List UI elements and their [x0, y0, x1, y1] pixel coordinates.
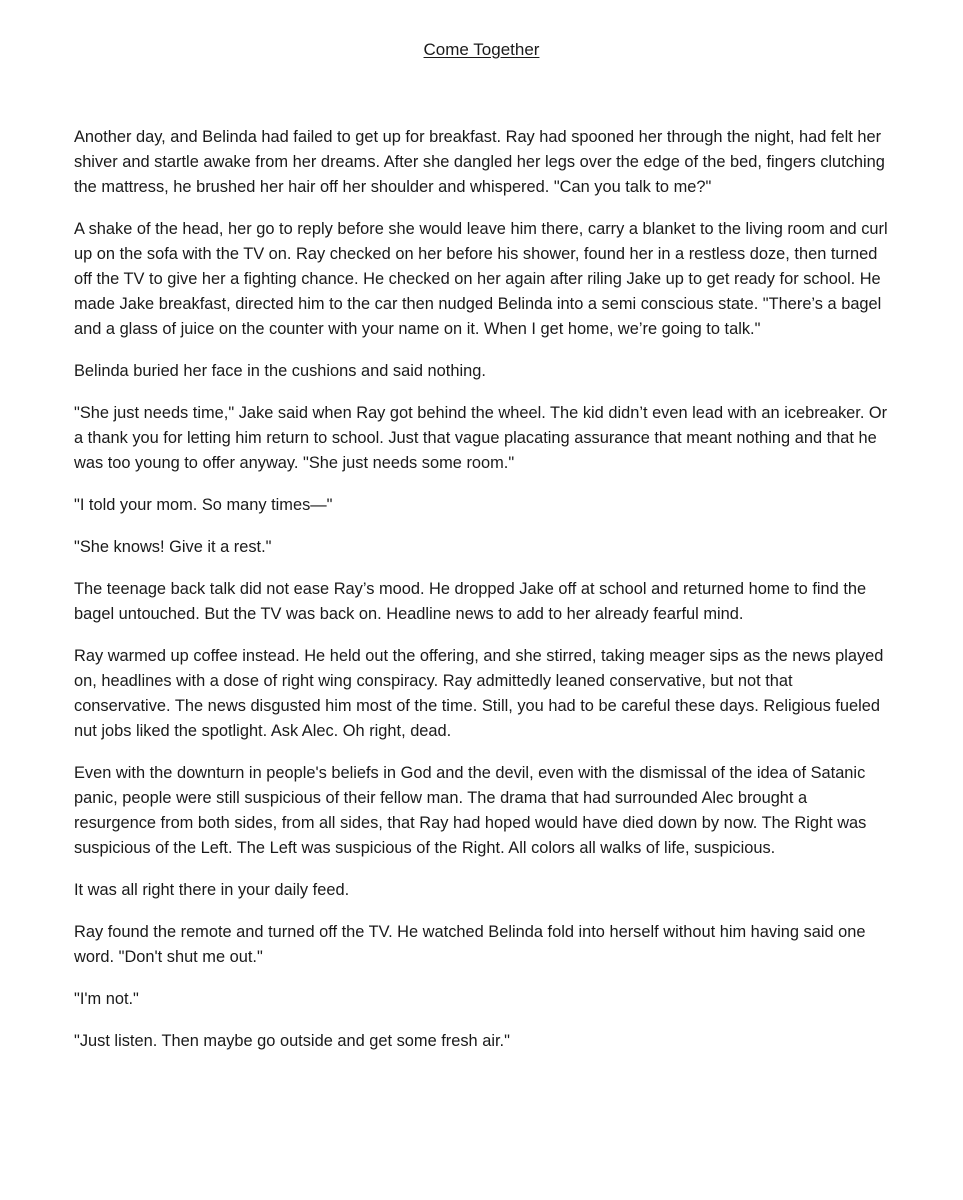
- paragraph: Ray found the remote and turned off the TV. He watched Belinda fold into herself without him having said one word. "Don't shut me out.": [74, 923, 866, 966]
- paragraph: Belinda buried her face in the cushions and said nothing.: [74, 362, 486, 380]
- paragraph: Ray warmed up coffee instead. He held out the offering, and she stirred, taking meager sips as the news played on, headlines with a dose of right wing conspiracy. Ray admittedly leaned conservative, but not that conservative. The news disgusted him most of the time. Still, you had to be careful these days. Religious fueled nut jobs liked the spotlight. Ask Alec. Oh right, dead.: [74, 647, 884, 740]
- paragraph: "She knows! Give it a rest.": [74, 538, 272, 556]
- document-title: Come Together: [423, 40, 540, 59]
- paragraph: "I told your mom. So many times—": [74, 496, 333, 514]
- paragraph: Another day, and Belinda had failed to get up for breakfast. Ray had spooned her through the night, had felt her shiver and startle awake from her dreams. After she dangled her legs over the edge of the bed, fingers clutching the mattress, he brushed her hair off her shoulder and whispered. "Can you talk to me?": [74, 128, 885, 196]
- paragraph: "I'm not.": [74, 990, 139, 1008]
- paragraph: Even with the downturn in people's beliefs in God and the devil, even with the dismissal of the idea of Satanic panic, people were still suspicious of their fellow man. The drama that had surrounded Alec brought a resurgence from both sides, from all sides, that Ray had hoped would have died down by now. The Right was suspicious of the Left. The Left was suspicious of the Right. All colors all walks of life, suspicious.: [74, 764, 867, 857]
- paragraph: A shake of the head, her go to reply before she would leave him there, carry a blanket to the living room and curl up on the sofa with the TV on. Ray checked on her before his shower, found her in a restless doze, then turned off the TV to give her a fighting chance. He checked on her again after riling Jake up to get ready for school. He made Jake breakfast, directed him to the car then nudged Belinda into a semi conscious state. "There’s a bagel and a glass of juice on the counter with your name on it. When I get home, we’re going to talk.": [74, 220, 888, 338]
- paragraph: The teenage back talk did not ease Ray’s mood. He dropped Jake off at school and returned home to find the bagel untouched. But the TV was back on. Headline news to add to her already fearful mind.: [74, 580, 867, 623]
- paragraph: "She just needs time," Jake said when Ray got behind the wheel. The kid didn’t even lead with an icebreaker. Or a thank you for letting him return to school. Just that vague placating assurance that meant nothing and that he was too young to offer anyway. "She just needs some room.": [74, 404, 888, 472]
- paragraph: "Just listen. Then maybe go outside and get some fresh air.": [74, 1032, 510, 1050]
- document-body: [74, 125, 889, 1071]
- paragraph: It was all right there in your daily feed.: [74, 881, 350, 899]
